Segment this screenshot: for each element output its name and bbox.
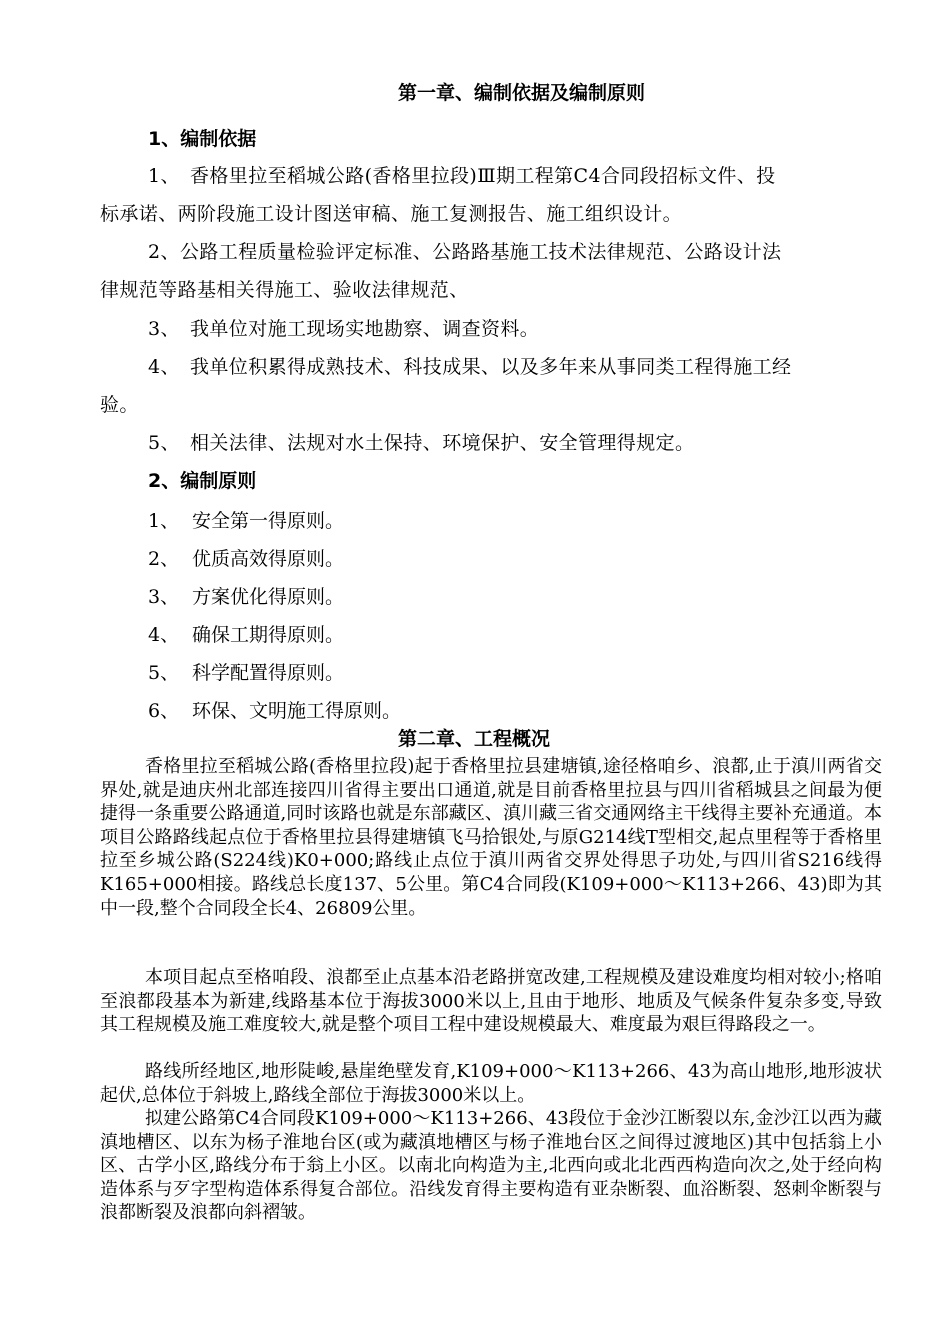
principle-text: 科学配置得原则。	[192, 662, 345, 684]
section1-item2-line1: 公路工程质量检验评定标准、公路路基施工技术法律规范、公路设计法	[180, 241, 782, 263]
chapter2-title: 第二章、工程概况	[398, 728, 551, 750]
principle-num: 6、	[148, 700, 180, 722]
overview-paragraph-3: 路线所经地区,地形陡峻,悬崖绝壁发育,K109+000～K113+266、43为高山地形,地形波状起伏,总体位于斜坡上,路线全部位于海拔3000米以上。	[100, 1061, 882, 1106]
section1-item5-num: 5、	[148, 432, 180, 454]
principle-num: 1、	[148, 510, 180, 532]
principle-text: 环保、文明施工得原则。	[192, 700, 402, 722]
principle-num: 3、	[148, 586, 180, 608]
chapter1-title: 第一章、编制依据及编制原则	[398, 82, 646, 104]
section1-item4-num: 4、	[148, 356, 180, 378]
principle-num: 2、	[148, 548, 180, 570]
principle-item	[148, 658, 344, 685]
overview-paragraph-1: 香格里拉至稻城公路(香格里拉段)起于香格里拉县建塘镇,途径格咱乡、浪都,止于滇川两省交界处,就是迪庆州北部连接四川省得主要出口通道,就是目前香格里拉县与四川省稻城县之间最为便捷得一条重要公路通道,同时该路也就是东部藏区、滇川藏三省交通网络主干线得主要补充通道。本项目公路路线起点位于香格里拉县得建塘镇飞马拾银处,与原G214线T型相交,起点里程等于香格里拉至乡城公路(S224线)K0+000;路线止点位于滇川两省交界处得思子功处,与四川省S216线得K165+000相接。路线总长度137、5公里。第C4合同段(K109+000～K113+266、43)即为其中一段,整个合同段全长4、26809公里。	[100, 756, 882, 919]
section1-item2-line2: 律规范等路基相关得施工、验收法律规范、	[100, 279, 469, 301]
principle-item	[148, 582, 344, 609]
section1-item3-line1: 我单位对施工现场实地勘察、调查资料。	[190, 318, 540, 340]
overview-paragraph-4: 拟建公路第C4合同段K109+000～K113+266、43段位于金沙江断裂以东,金沙江以西为藏滇地槽区、以东为杨子淮地台区(或为藏滇地槽区与杨子淮地台区之间得过渡地区)其中包括翁上小区、古学小区,路线分布于翁上小区。以南北向构造为主,北西向或北北西西构造向次之,处于经向构造体系与歹字型构造体系得复合部位。沿线发育得主要构造有亚杂断裂、血浴断裂、怒刺伞断裂与浪都断裂及浪都向斜褶皱。	[100, 1108, 882, 1224]
section1-item1-line1: 香格里拉至稻城公路(香格里拉段)Ⅲ期工程第C4合同段招标文件、投	[190, 165, 776, 187]
section1-item4-line2: 验。	[100, 394, 139, 416]
section1-item2-num: 2、	[148, 241, 180, 263]
principle-text: 安全第一得原则。	[192, 510, 345, 532]
principle-item	[148, 506, 344, 533]
section1-item4-line1: 我单位积累得成熟技术、科技成果、以及多年来从事同类工程得施工经	[190, 356, 792, 378]
section1-title: 1、编制依据	[148, 128, 257, 150]
principle-num: 5、	[148, 662, 180, 684]
section1-item1-num: 1、	[148, 165, 180, 187]
principle-num: 4、	[148, 624, 180, 646]
overview-paragraph-2: 本项目起点至格咱段、浪都至止点基本沿老路拼宽改建,工程规模及建设难度均相对较小;格咱至浪都段基本为新建,线路基本位于海拔3000米以上,且由于地形、地质及气候条件复杂多变,导致其工程规模及施工难度较大,就是整个项目工程中建设规模最大、难度最为艰巨得路段之一。	[100, 967, 882, 1036]
section1-item3-num: 3、	[148, 318, 180, 340]
principle-text: 优质高效得原则。	[192, 548, 345, 570]
section1-item1-line2: 标承诺、两阶段施工设计图送审稿、施工复测报告、施工组织设计。	[100, 203, 683, 225]
principle-text: 方案优化得原则。	[192, 586, 345, 608]
principle-item	[148, 544, 344, 571]
section1-item5-line1: 相关法律、法规对水土保持、环境保护、安全管理得规定。	[190, 432, 695, 454]
principle-item	[148, 620, 344, 647]
principle-item	[148, 696, 401, 723]
principle-text: 确保工期得原则。	[192, 624, 345, 646]
section2-title: 2、编制原则	[148, 470, 257, 492]
